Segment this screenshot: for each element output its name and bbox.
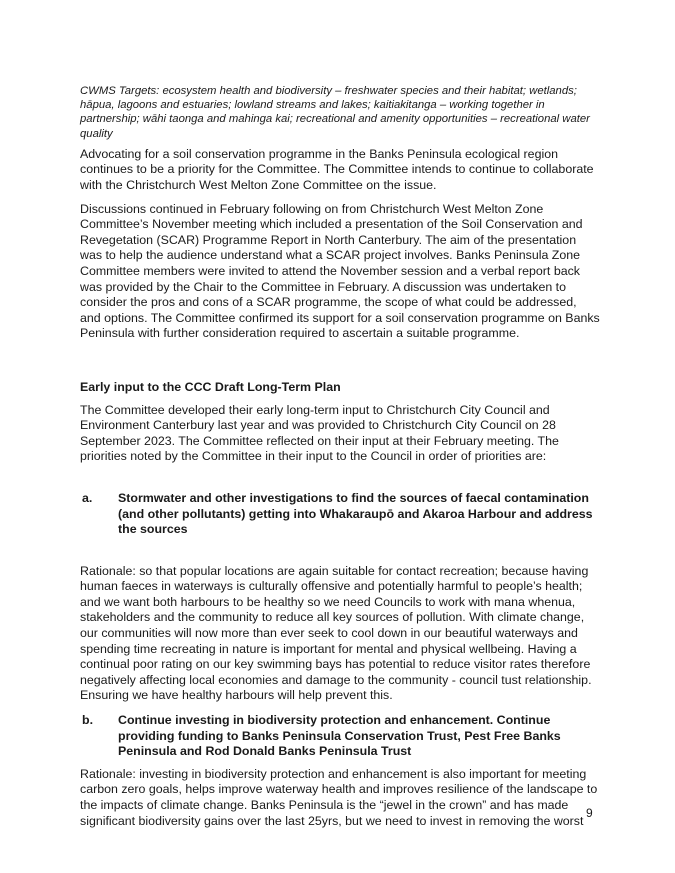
- paragraph-scar-discussion: Discussions continued in February following on from Christchurch West Melton Zone Committee’s November meeting which included a presentation of the Soil Conservation and Revegetation (SCAR) Programme Report in North Canterbury. The aim of the presentation was to help the audience understand what a SCAR project involves. Banks Peninsula Zone Committee members were invited to attend the November session and a verbal report back was provided by the Chair to the Committee in February. A discussion was undertaken to consider the pros and cons of a SCAR programme, the scope of what could be addressed, and options. The Committee confirmed its support for a soil conservation programme on Banks Peninsula with further consideration required to ascertain a suitable programme.: [80, 201, 600, 341]
- list-marker: a.: [82, 490, 93, 505]
- priority-item-a: [80, 491, 600, 538]
- priority-rationale: Rationale: so that popular locations are again suitable for contact recreation; because having human faeces in waterways is culturally offensive and potentially harmful to people’s health; and we want both harbours to be healthy so we need Councils to work with mana whenua, stakeholders and the community to reduce all key sources of pollution. With climate change, our communities will now more than ever seek to cool down in our beautiful waterways and spending time recreating in nature is important for mental and physical wellbeing. Having a continual poor rating on our key swimming bays has potential to reduce visitor rates therefore negatively affecting local economies and damage to the community - council tust relationship. Ensuring we have healthy harbours will help prevent this.: [80, 563, 592, 703]
- section-heading: Early input to the CCC Draft Long-Term Plan: [80, 379, 341, 394]
- priority-title: Continue investing in biodiversity protection and enhancement. Continue providing funding to Banks Peninsula Conservation Trust, Pest Free Banks Peninsula and Rod Donald Banks Peninsula Trust: [118, 713, 561, 759]
- document-page: [80, 84, 600, 837]
- section-intro: The Committee developed their early long-term input to Christchurch City Council and Environment Canterbury last year and was provided to Christchurch City Council on 28 September 2023. The Committee reflected on their input at their February meeting. The priorities noted by the Committee in their input to the Council in order of priorities are:: [80, 402, 559, 464]
- page-number: 9: [586, 806, 593, 820]
- list-marker: b.: [82, 713, 94, 728]
- paragraph-soil-conservation: Advocating for a soil conservation programme in the Banks Peninsula ecological region continues to be a priority for the Committee. The Committee intends to continue to collaborate with the Christchurch West Melton Zone Committee on the issue.: [80, 146, 594, 192]
- priority-item-b: [80, 713, 600, 760]
- priority-title: Stormwater and other investigations to find the sources of faecal contamination (and other pollutants) getting into Whakaraupō and Akaroa Harbour and address the sources: [118, 490, 593, 537]
- cwms-targets: CWMS Targets: ecosystem health and biodiversity – freshwater species and their habitat; wetlands; hāpua, lagoons and estuaries; lowland streams and lakes; kaitiakitanga – working together in partnership; wāhi taonga and mahinga kai; recreational and amenity opportunities – recreational water quality: [80, 85, 590, 140]
- priority-rationale: Rationale: investing in biodiversity protection and enhancement is also important for meeting carbon zero goals, helps improve waterway health and improves resilience of the landscape to the impacts of climate change. Banks Peninsula is the “jewel in the crown” and has made significant biodiversity gains over the last 25yrs, but we need to invest in removing the worst: [80, 766, 598, 828]
